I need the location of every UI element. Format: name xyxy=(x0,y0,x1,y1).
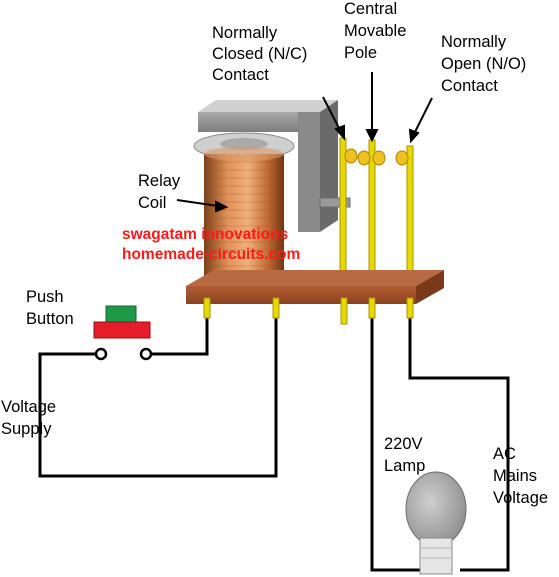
svg-text:Voltage: Voltage xyxy=(493,489,549,507)
nc-contact-pin xyxy=(340,138,346,286)
svg-text:Push: Push xyxy=(26,288,64,306)
svg-text:Contact: Contact xyxy=(441,77,498,95)
no-contact-pin xyxy=(407,146,413,286)
svg-text:Lamp: Lamp xyxy=(384,457,426,475)
svg-text:Movable: Movable xyxy=(344,22,407,40)
svg-text:Central: Central xyxy=(344,0,398,18)
svg-text:Contact: Contact xyxy=(212,66,269,84)
svg-text:Mains: Mains xyxy=(493,467,538,485)
pole-label xyxy=(344,0,406,62)
lamp xyxy=(406,472,466,574)
relay-coil-label xyxy=(138,172,181,212)
svg-text:Coil: Coil xyxy=(138,194,167,212)
ac-mains-label xyxy=(493,445,548,507)
push-button-label xyxy=(26,288,74,328)
lamp-label xyxy=(384,435,425,475)
wire-supply-left xyxy=(40,305,276,476)
svg-text:Closed (N/C): Closed (N/C) xyxy=(212,45,308,63)
no-contact-label xyxy=(441,33,526,95)
contact-points xyxy=(345,149,408,165)
svg-text:AC: AC xyxy=(493,445,516,463)
svg-text:Button: Button xyxy=(26,310,74,328)
wire-button-to-coil xyxy=(150,305,207,354)
svg-text:Normally: Normally xyxy=(212,24,278,42)
svg-text:swagatam innovations: swagatam innovations xyxy=(122,226,289,243)
svg-text:Voltage: Voltage xyxy=(1,398,57,416)
svg-text:220V: 220V xyxy=(384,435,423,453)
svg-text:Relay: Relay xyxy=(138,172,181,190)
svg-text:Pole: Pole xyxy=(344,44,378,62)
nc-contact-label xyxy=(212,24,307,84)
svg-text:Supply: Supply xyxy=(1,420,52,438)
svg-text:homemade-circuits.com: homemade-circuits.com xyxy=(122,246,301,263)
svg-text:Normally: Normally xyxy=(441,33,507,51)
voltage-supply-label xyxy=(1,398,56,438)
relay-base-board xyxy=(186,270,444,304)
svg-text:Open (N/O): Open (N/O) xyxy=(441,55,527,73)
push-button xyxy=(94,306,151,359)
